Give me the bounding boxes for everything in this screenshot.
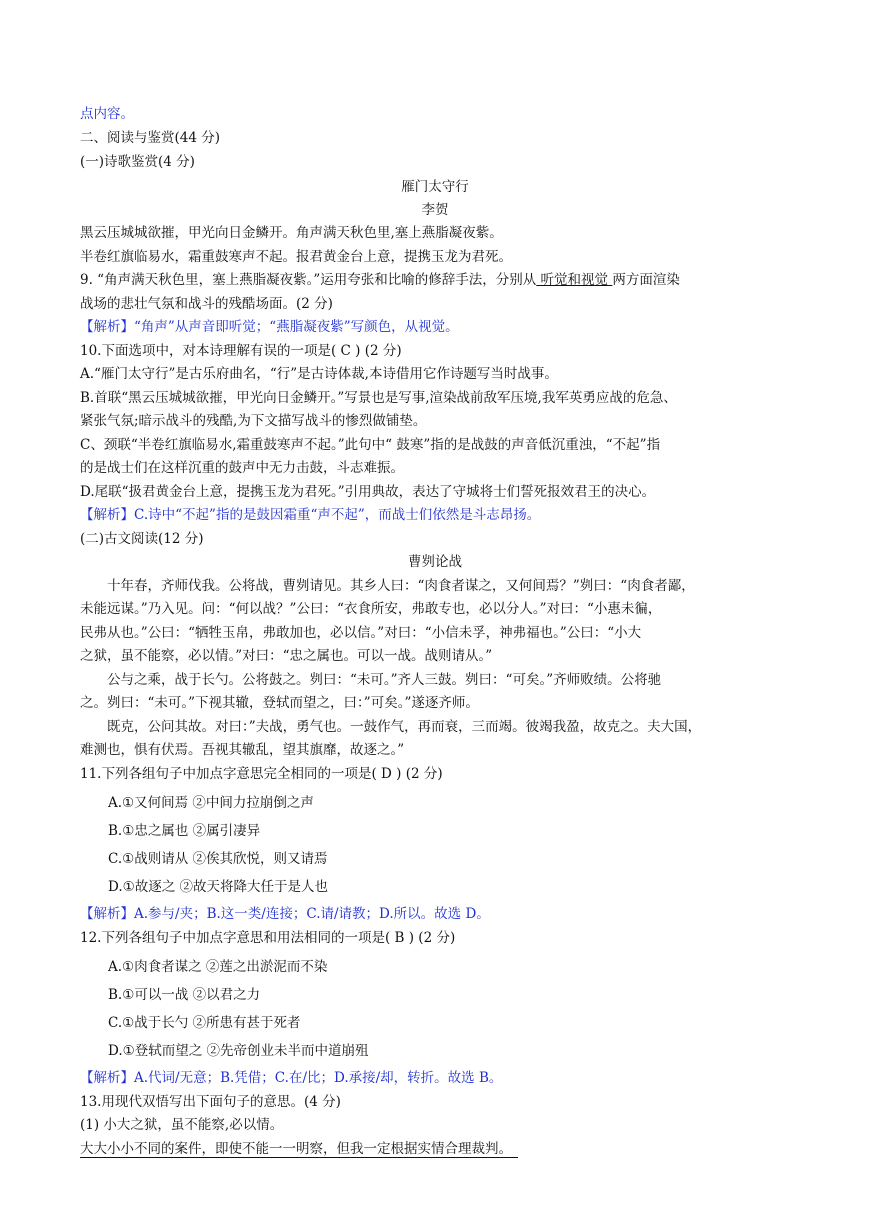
classical-heading: (二)古文阅读(12 分) xyxy=(80,531,204,547)
passage-line: 未能远谋。”乃入见。问：“何以战？”公曰：“衣食所安，弗敢专也，必以分人。”对曰：“小惠未徧， xyxy=(80,601,662,617)
poetry-heading: (一)诗歌鉴赏(4 分) xyxy=(80,154,195,170)
analysis-q11: 【解析】A.参与/夹；B.这一类/连接；C.请/请教；D.所以。故选 D。 xyxy=(80,906,490,922)
option-a: A.①肉食者谋之 ②莲之出淤泥而不染 xyxy=(108,959,328,975)
passage-line: 民弗从也。”公曰：“牺牲玉帛，弗敢加也，必以信。”对曰：“小信未孚，神弗福也。”公曰：“小大 xyxy=(80,625,642,641)
poem-author: 李贺 xyxy=(421,202,449,218)
poem-line: 半卷红旗临易水，霜重鼓寒声不起。报君黄金台上意，提携玉龙为君死。 xyxy=(80,249,512,265)
option-a: A.①又何间焉 ②中间力拉崩倒之声 xyxy=(108,795,314,811)
passage-line: 之狱，虽不能察，必以情。”对曰：“忠之属也。可以一战。战则请从。” xyxy=(80,648,493,664)
question-9-cont: 战场的悲壮气氛和战斗的残酷场面。(2 分) xyxy=(80,296,333,312)
option-b-cont: 紧张气氛;暗示战斗的残酷,为下文描写战斗的惨烈做铺垫。 xyxy=(80,413,427,429)
passage-line: 公与之乘，战于长勺。公将鼓之。刿曰：“未可。”齐人三鼓。刿曰：“可矣。”齐师败绩。公将驰 xyxy=(107,672,662,688)
answer-line xyxy=(80,1139,518,1159)
question-9: 9. “角声满天秋色里，塞上燕脂凝夜紫。”运用夸张和比喻的修辞手法，分别从 听觉和视觉 两方面渲染 xyxy=(80,272,680,288)
sub-question-1: (1) 小大之狱，虽不能察,必以情。 xyxy=(80,1117,284,1133)
passage-line: 既克，公问其故。对曰：”夫战，勇气也。一鼓作气，再而衰，三而竭。彼竭我盈，故克之。夫大国， xyxy=(107,719,702,735)
analysis-q9: 【解析】“角声”从声音即听觉；“燕脂凝夜紫”写颜色，从视觉。 xyxy=(80,319,459,335)
intro-tail: 点内容。 xyxy=(80,106,134,122)
option-c: C.①战于长勺 ②所患有甚于死者 xyxy=(108,1015,301,1031)
q13-answer: 大大小小不同的案件，即使不能一一明察，但我一定根据实情合理裁判。 xyxy=(80,1141,518,1158)
text-title: 曹刿论战 xyxy=(408,554,462,570)
section-heading: 二、阅读与鉴赏(44 分) xyxy=(80,130,221,146)
option-d: D.①登轼而望之 ②先帝创业未半而中道崩殂 xyxy=(108,1043,369,1059)
question-12: 12.下列各组句子中加点字意思和用法相同的一项是( B ) (2 分) xyxy=(80,930,456,946)
option-b: B.①可以一战 ②以君之力 xyxy=(108,987,261,1003)
analysis-q10: 【解析】C.诗中“不起”指的是鼓因霜重“声不起”，而战士们依然是斗志昂扬。 xyxy=(80,507,541,523)
option-c: C.①战则请从 ②俟其欣悦，则又请焉 xyxy=(108,851,328,867)
poem-title: 雁门太守行 xyxy=(401,179,469,195)
option-b: B.首联“黑云压城城欲摧，甲光向日金鳞开。”写景也是写事,渲染战前敌军压境,我军英勇应战的危急、 xyxy=(80,390,677,406)
passage-line: 难测也，惧有伏焉。吾视其辙乱，望其旗靡，故逐之。” xyxy=(80,742,405,758)
question-10: 10.下面选项中，对本诗理解有误的一项是( C ) (2 分) xyxy=(80,343,402,359)
option-d: D.①故逐之 ②故天将降大任于是人也 xyxy=(108,879,329,895)
q9-answer: 听觉和视觉 xyxy=(536,272,613,288)
question-13: 13.用现代双悟写出下面句子的意思。(4 分) xyxy=(80,1094,341,1110)
analysis-q12: 【解析】A.代词/无意；B.凭借；C.在/比；D.承接/却，转折。故选 B。 xyxy=(80,1070,503,1086)
option-a: A.“雁门太守行”是古乐府曲名，“行”是古诗体裁,本诗借用它作诗题写当时战事。 xyxy=(80,366,558,382)
poem-line: 黑云压城城欲摧，甲光向日金鳞开。角声满天秋色里,塞上燕脂凝夜紫。 xyxy=(80,225,503,241)
option-b: B.①忠之属也 ②属引凄异 xyxy=(108,823,261,839)
passage-line: 十年春，齐师伐我。公将战，曹刿请见。其乡人曰：“肉食者谋之，又何间焉？”刿曰：“肉食者鄙， xyxy=(107,578,695,594)
option-c: C、颈联“半卷红旗临易水,霜重鼓寒声不起。”此句中“ 鼓寒”指的是战鼓的声音低沉重浊，“不起”指 xyxy=(80,437,661,453)
option-d: D.尾联“扱君黄金台上意，提携玉龙为君死。”引用典故，表达了守城将士们誓死报效君王的决心。 xyxy=(80,484,656,500)
question-11: 11.下列各组句子中加点字意思完全相同的一项是( D ) (2 分) xyxy=(80,766,443,782)
passage-line: 之。刿曰：“未可。”下视其辙，登轼而望之，曰：”可矣。”遂逐齐师。 xyxy=(80,695,479,711)
option-c-cont: 的是战士们在这样沉重的鼓声中无力击鼓，斗志难振。 xyxy=(80,460,404,476)
